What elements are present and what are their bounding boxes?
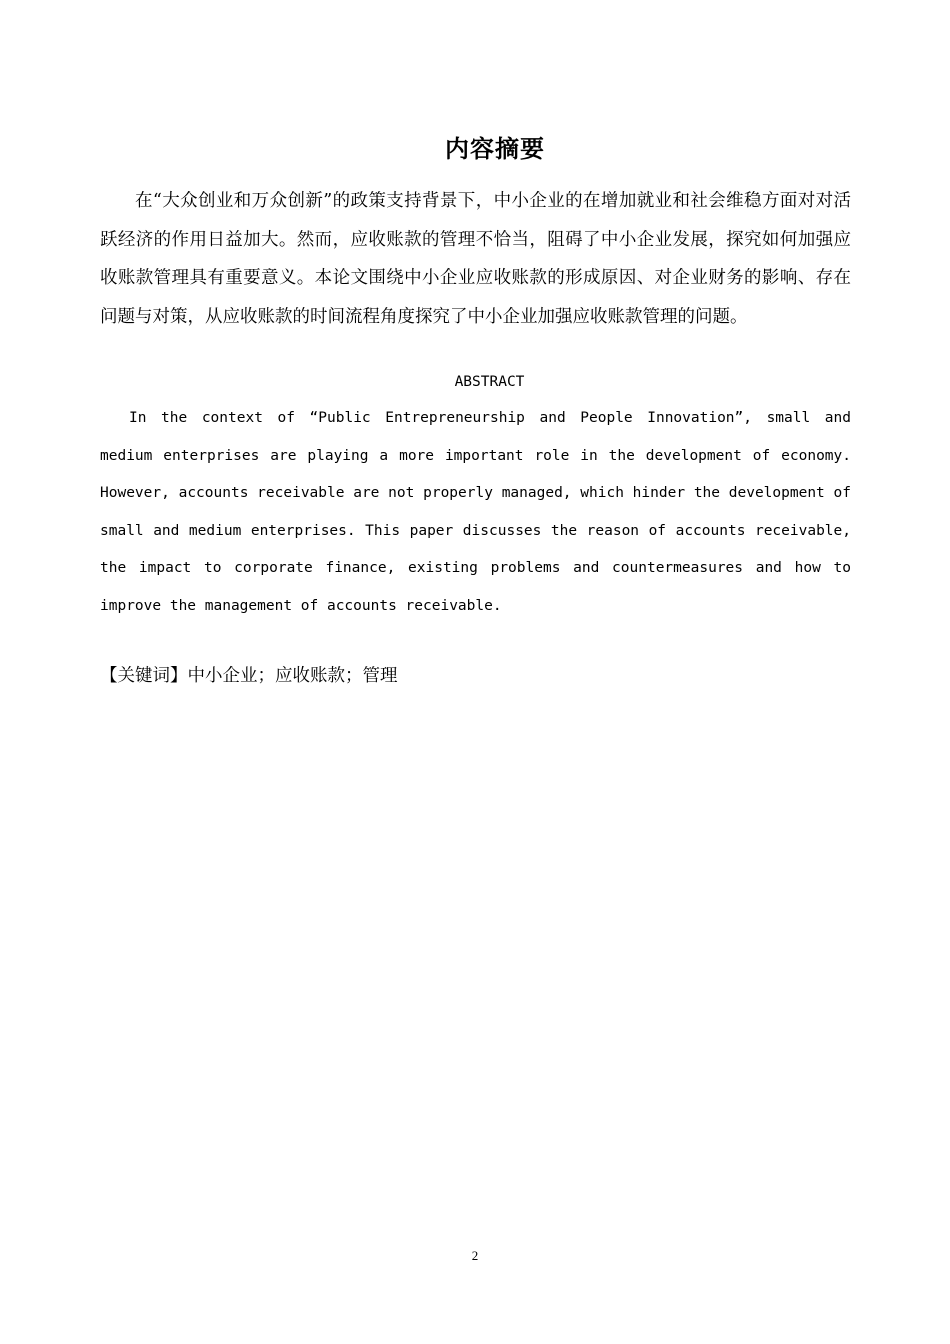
page-number: 2	[471, 1248, 479, 1263]
page-title: 内容摘要	[445, 135, 545, 163]
english-abstract-paragraph: In the context of “Public Entrepreneurship and People Innovation”, small and medium enterprises are playing a more important role in the development of economy. However, accounts receivable are not properly managed, which hinder the development of small and medium enterprises. This paper discusses the reason of accounts receivable, the impact to corporate finance, existing problems and countermeasures and how to improve the management of accounts receivable.	[100, 410, 851, 614]
keywords-line: 【关键词】中小企业；应收账款；管理	[100, 666, 398, 686]
chinese-abstract-paragraph: 在“大众创业和万众创新”的政策支持背景下，中小企业的在增加就业和社会维稳方面对对活跃经济的作用日益加大。然而，应收账款的管理不恰当，阻碍了中小企业发展，探究如何加强应收账款管理具有重要意义。本论文围绕中小企业应收账款的形成原因、对企业财务的影响、存在问题与对策，从应收账款的时间流程角度探究了中小企业加强应收账款管理的问题。	[100, 191, 851, 327]
english-abstract-heading: ABSTRACT	[454, 374, 525, 390]
